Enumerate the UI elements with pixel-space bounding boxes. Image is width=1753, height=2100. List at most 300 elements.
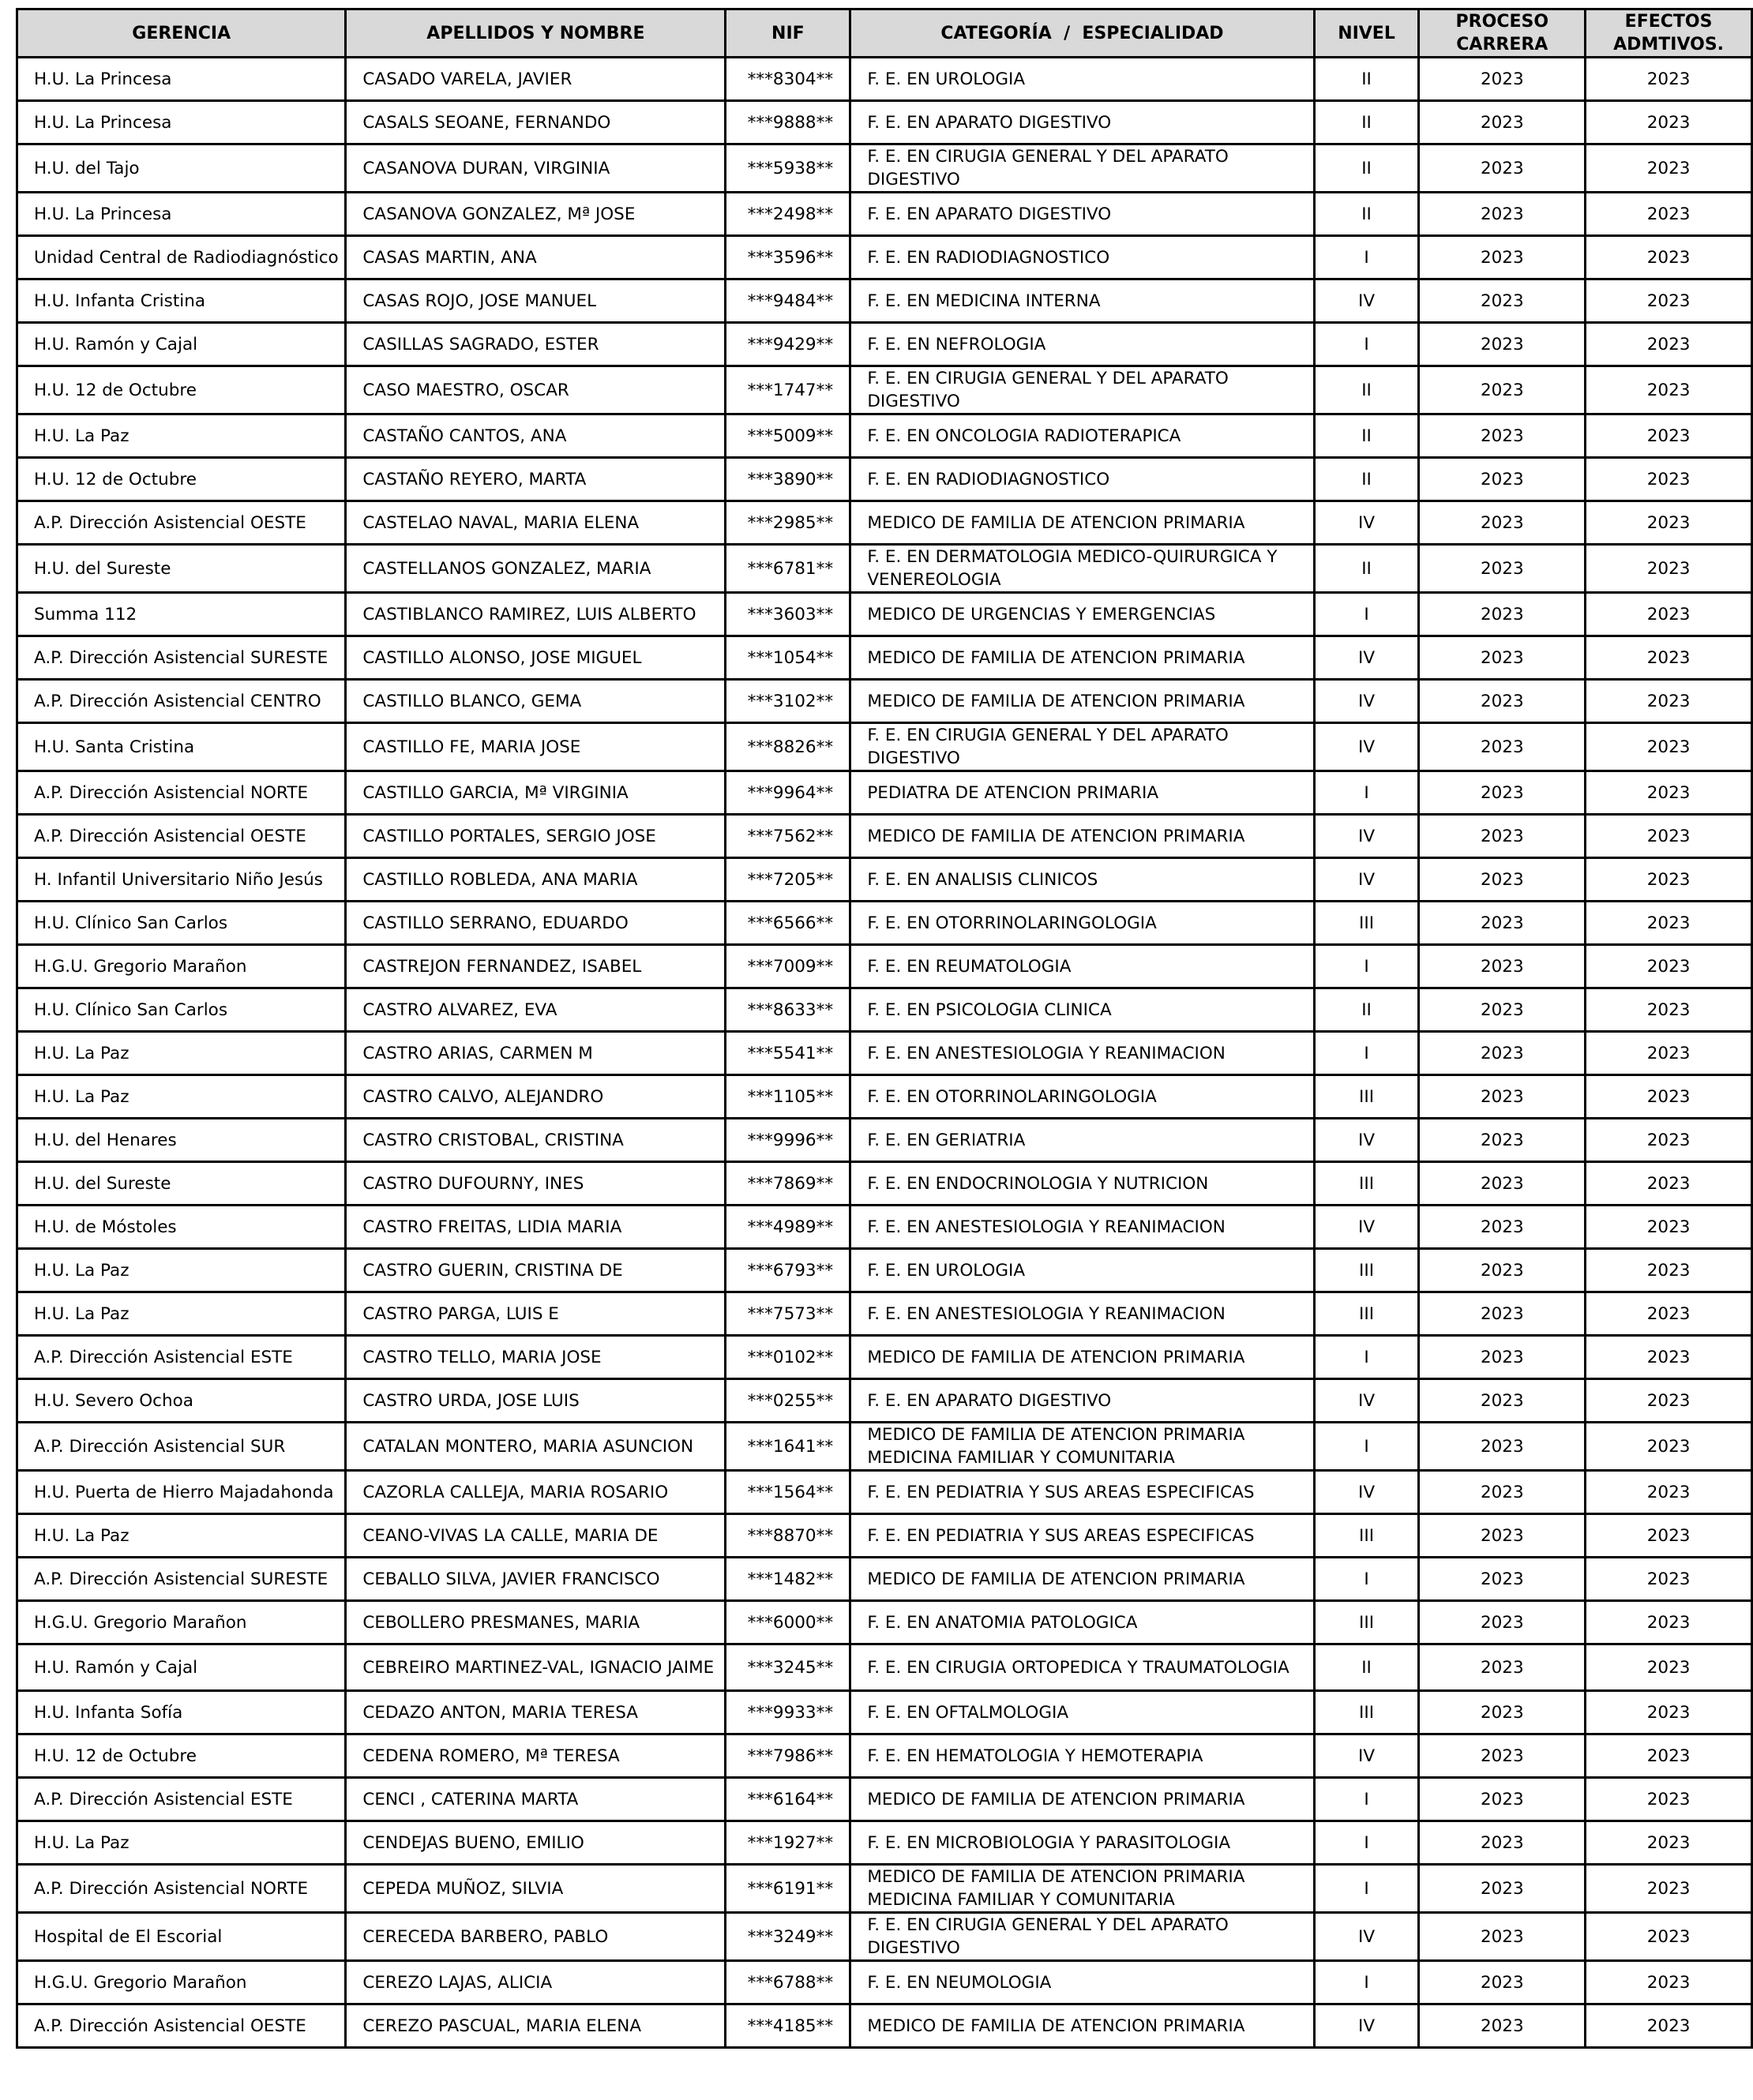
cell-nombre: CEANO-VIVAS LA CALLE, MARIA DE xyxy=(346,1514,726,1558)
categoria-text: MEDICO DE FAMILIA DE ATENCION PRIMARIA MEDICINA FAMILIAR Y COMUNITARIA xyxy=(867,1867,1245,1910)
cell-nivel: I xyxy=(1314,1032,1419,1075)
cell-efectos: 2023 xyxy=(1586,636,1752,680)
cell-categoria xyxy=(850,501,1314,545)
col-header-efectos: EFECTOS ADMTIVOS. xyxy=(1586,9,1752,58)
cell-categoria xyxy=(850,680,1314,723)
cell-efectos: 2023 xyxy=(1586,1558,1752,1601)
cell-proceso: 2023 xyxy=(1419,593,1586,636)
cell-nombre: CASTILLO PORTALES, SERGIO JOSE xyxy=(346,815,726,858)
categoria-text: F. E. EN UROLOGIA xyxy=(867,1260,1026,1281)
cell-categoria xyxy=(850,1336,1314,1379)
cell-nif: ***6191** xyxy=(726,1865,850,1913)
cell-categoria xyxy=(850,1778,1314,1821)
cell-proceso: 2023 xyxy=(1419,323,1586,366)
categoria-text: MEDICO DE FAMILIA DE ATENCION PRIMARIA xyxy=(867,691,1245,711)
cell-nif: ***7869** xyxy=(726,1162,850,1206)
cell-gerencia: H.U. Santa Cristina xyxy=(17,723,346,771)
cell-nombre: CASALS SEOANE, FERNANDO xyxy=(346,101,726,144)
cell-gerencia: H.U. 12 de Octubre xyxy=(17,366,346,414)
cell-categoria xyxy=(850,58,1314,101)
cell-gerencia: H.U. La Princesa xyxy=(17,101,346,144)
cell-categoria xyxy=(850,101,1314,144)
categoria-text: F. E. EN ANATOMIA PATOLOGICA xyxy=(867,1612,1138,1633)
cell-efectos: 2023 xyxy=(1586,501,1752,545)
cell-nivel: II xyxy=(1314,366,1419,414)
cell-nombre: CASTAÑO CANTOS, ANA xyxy=(346,414,726,458)
cell-efectos: 2023 xyxy=(1586,1865,1752,1913)
cell-efectos: 2023 xyxy=(1586,1734,1752,1778)
cell-nombre: CEBOLLERO PRESMANES, MARIA xyxy=(346,1601,726,1644)
cell-categoria xyxy=(850,279,1314,323)
cell-nombre: CASTRO ARIAS, CARMEN M xyxy=(346,1032,726,1075)
cell-efectos: 2023 xyxy=(1586,545,1752,593)
categoria-text: F. E. EN REUMATOLOGIA xyxy=(867,956,1072,977)
cell-nif: ***3245** xyxy=(726,1644,850,1691)
cell-gerencia: H. Infantil Universitario Niño Jesús xyxy=(17,858,346,902)
cell-nivel: II xyxy=(1314,988,1419,1032)
cell-efectos: 2023 xyxy=(1586,1601,1752,1644)
categoria-text: MEDICO DE FAMILIA DE ATENCION PRIMARIA xyxy=(867,1347,1245,1367)
cell-categoria xyxy=(850,1514,1314,1558)
categoria-text: F. E. EN CIRUGIA GENERAL Y DEL APARATO DIGESTIVO xyxy=(867,147,1229,189)
cell-nivel: II xyxy=(1314,193,1419,236)
table-row xyxy=(17,1032,1752,1075)
cell-proceso: 2023 xyxy=(1419,636,1586,680)
cell-nif: ***8304** xyxy=(726,58,850,101)
categoria-text: F. E. EN CIRUGIA GENERAL Y DEL APARATO DIGESTIVO xyxy=(867,726,1229,768)
cell-categoria xyxy=(850,1471,1314,1514)
cell-proceso: 2023 xyxy=(1419,545,1586,593)
cell-nombre: CASTRO TELLO, MARIA JOSE xyxy=(346,1336,726,1379)
cell-proceso: 2023 xyxy=(1419,101,1586,144)
cell-nif: ***3890** xyxy=(726,458,850,501)
cell-efectos: 2023 xyxy=(1586,815,1752,858)
cell-categoria xyxy=(850,1558,1314,1601)
table-row xyxy=(17,101,1752,144)
cell-nif: ***7562** xyxy=(726,815,850,858)
cell-efectos: 2023 xyxy=(1586,101,1752,144)
cell-categoria xyxy=(850,988,1314,1032)
cell-gerencia: H.U. del Henares xyxy=(17,1119,346,1162)
categoria-text: F. E. EN ONCOLOGIA RADIOTERAPICA xyxy=(867,426,1181,446)
table-row xyxy=(17,945,1752,988)
cell-nif: ***9933** xyxy=(726,1691,850,1734)
cell-gerencia: H.U. de Móstoles xyxy=(17,1206,346,1249)
table-row xyxy=(17,1379,1752,1423)
cell-nombre: CASADO VARELA, JAVIER xyxy=(346,58,726,101)
cell-nif: ***5541** xyxy=(726,1032,850,1075)
cell-proceso: 2023 xyxy=(1419,1821,1586,1865)
cell-nombre: CASTRO URDA, JOSE LUIS xyxy=(346,1379,726,1423)
cell-categoria xyxy=(850,858,1314,902)
cell-gerencia: H.U. del Sureste xyxy=(17,545,346,593)
cell-proceso: 2023 xyxy=(1419,1691,1586,1734)
cell-efectos: 2023 xyxy=(1586,193,1752,236)
cell-gerencia: A.P. Dirección Asistencial SURESTE xyxy=(17,636,346,680)
cell-nivel: III xyxy=(1314,1514,1419,1558)
cell-gerencia: H.U. del Sureste xyxy=(17,1162,346,1206)
personnel-table xyxy=(16,8,1753,2049)
cell-nif: ***4989** xyxy=(726,1206,850,1249)
cell-nif: ***1747** xyxy=(726,366,850,414)
categoria-text: F. E. EN ANESTESIOLOGIA Y REANIMACION xyxy=(867,1303,1226,1324)
cell-nombre: CENDEJAS BUENO, EMILIO xyxy=(346,1821,726,1865)
cell-nif: ***9429** xyxy=(726,323,850,366)
cell-nif: ***3603** xyxy=(726,593,850,636)
cell-nombre: CASTRO CALVO, ALEJANDRO xyxy=(346,1075,726,1119)
cell-efectos: 2023 xyxy=(1586,236,1752,279)
categoria-text: F. E. EN ANESTESIOLOGIA Y REANIMACION xyxy=(867,1217,1226,1237)
cell-categoria xyxy=(850,1821,1314,1865)
table-row xyxy=(17,1558,1752,1601)
cell-proceso: 2023 xyxy=(1419,1379,1586,1423)
cell-categoria xyxy=(850,1691,1314,1734)
table-row xyxy=(17,193,1752,236)
cell-nivel: IV xyxy=(1314,279,1419,323)
cell-categoria xyxy=(850,1292,1314,1336)
cell-gerencia: H.U. Ramón y Cajal xyxy=(17,323,346,366)
cell-nif: ***5009** xyxy=(726,414,850,458)
cell-gerencia: H.U. La Paz xyxy=(17,1075,346,1119)
cell-nif: ***3249** xyxy=(726,1913,850,1961)
cell-nivel: IV xyxy=(1314,723,1419,771)
table-row xyxy=(17,501,1752,545)
cell-nif: ***6566** xyxy=(726,902,850,945)
cell-proceso: 2023 xyxy=(1419,1644,1586,1691)
categoria-text: F. E. EN NEFROLOGIA xyxy=(867,334,1046,354)
cell-nombre: CASTIBLANCO RAMIREZ, LUIS ALBERTO xyxy=(346,593,726,636)
cell-nombre: CASTRO GUERIN, CRISTINA DE xyxy=(346,1249,726,1292)
categoria-text: MEDICO DE URGENCIAS Y EMERGENCIAS xyxy=(867,604,1216,624)
table-row xyxy=(17,1162,1752,1206)
cell-nombre: CASANOVA GONZALEZ, Mª JOSE xyxy=(346,193,726,236)
categoria-text: F. E. EN CIRUGIA GENERAL Y DEL APARATO DIGESTIVO xyxy=(867,369,1229,411)
cell-nombre: CASTELLANOS GONZALEZ, MARIA xyxy=(346,545,726,593)
cell-nombre: CEPEDA MUÑOZ, SILVIA xyxy=(346,1865,726,1913)
cell-proceso: 2023 xyxy=(1419,1162,1586,1206)
table-row xyxy=(17,1336,1752,1379)
table-row xyxy=(17,1471,1752,1514)
cell-proceso: 2023 xyxy=(1419,236,1586,279)
cell-gerencia: H.U. La Paz xyxy=(17,1032,346,1075)
cell-gerencia: A.P. Dirección Asistencial ESTE xyxy=(17,1336,346,1379)
cell-proceso: 2023 xyxy=(1419,279,1586,323)
cell-categoria xyxy=(850,945,1314,988)
cell-nombre: CASILLAS SAGRADO, ESTER xyxy=(346,323,726,366)
table-row xyxy=(17,723,1752,771)
table-row xyxy=(17,680,1752,723)
cell-categoria xyxy=(850,815,1314,858)
cell-nif: ***0102** xyxy=(726,1336,850,1379)
cell-efectos: 2023 xyxy=(1586,1206,1752,1249)
cell-proceso: 2023 xyxy=(1419,1865,1586,1913)
cell-proceso: 2023 xyxy=(1419,1423,1586,1471)
col-header-categoria: CATEGORÍA / ESPECIALIDAD xyxy=(850,9,1314,58)
cell-gerencia: H.G.U. Gregorio Marañon xyxy=(17,945,346,988)
categoria-text: F. E. EN CIRUGIA GENERAL Y DEL APARATO DIGESTIVO xyxy=(867,1915,1229,1958)
cell-nivel: II xyxy=(1314,1644,1419,1691)
cell-proceso: 2023 xyxy=(1419,1336,1586,1379)
cell-gerencia: H.U. Clínico San Carlos xyxy=(17,902,346,945)
table-row xyxy=(17,1961,1752,2004)
cell-categoria xyxy=(850,902,1314,945)
cell-nivel: I xyxy=(1314,1336,1419,1379)
cell-efectos: 2023 xyxy=(1586,1292,1752,1336)
cell-gerencia: A.P. Dirección Asistencial NORTE xyxy=(17,1865,346,1913)
cell-efectos: 2023 xyxy=(1586,1961,1752,2004)
cell-categoria xyxy=(850,1644,1314,1691)
cell-categoria xyxy=(850,1032,1314,1075)
table-row xyxy=(17,1778,1752,1821)
col-header-nombre: APELLIDOS Y NOMBRE xyxy=(346,9,726,58)
cell-proceso: 2023 xyxy=(1419,1292,1586,1336)
cell-nivel: I xyxy=(1314,771,1419,815)
cell-efectos: 2023 xyxy=(1586,1423,1752,1471)
cell-nombre: CASAS MARTIN, ANA xyxy=(346,236,726,279)
cell-nombre: CEBALLO SILVA, JAVIER FRANCISCO xyxy=(346,1558,726,1601)
cell-nif: ***2985** xyxy=(726,501,850,545)
cell-nivel: I xyxy=(1314,945,1419,988)
categoria-text: F. E. EN NEUMOLOGIA xyxy=(867,1972,1052,1993)
cell-nif: ***1482** xyxy=(726,1558,850,1601)
cell-nif: ***0255** xyxy=(726,1379,850,1423)
cell-nif: ***8826** xyxy=(726,723,850,771)
cell-efectos: 2023 xyxy=(1586,1471,1752,1514)
cell-nivel: II xyxy=(1314,101,1419,144)
cell-nif: ***6781** xyxy=(726,545,850,593)
cell-proceso: 2023 xyxy=(1419,193,1586,236)
cell-nivel: II xyxy=(1314,58,1419,101)
cell-nivel: II xyxy=(1314,144,1419,193)
cell-nivel: IV xyxy=(1314,815,1419,858)
categoria-text: F. E. EN DERMATOLOGIA MEDICO-QUIRURGICA Y VENEREOLOGIA xyxy=(867,547,1278,590)
cell-proceso: 2023 xyxy=(1419,501,1586,545)
cell-nif: ***6000** xyxy=(726,1601,850,1644)
cell-efectos: 2023 xyxy=(1586,858,1752,902)
categoria-text: F. E. EN ANESTESIOLOGIA Y REANIMACION xyxy=(867,1043,1226,1063)
cell-categoria xyxy=(850,545,1314,593)
table-row xyxy=(17,279,1752,323)
cell-nivel: IV xyxy=(1314,2004,1419,2048)
cell-nif: ***9996** xyxy=(726,1119,850,1162)
cell-categoria xyxy=(850,1601,1314,1644)
cell-nivel: I xyxy=(1314,236,1419,279)
cell-proceso: 2023 xyxy=(1419,144,1586,193)
cell-nif: ***1927** xyxy=(726,1821,850,1865)
cell-nombre: CASTILLO ROBLEDA, ANA MARIA xyxy=(346,858,726,902)
cell-efectos: 2023 xyxy=(1586,1162,1752,1206)
cell-gerencia: A.P. Dirección Asistencial ESTE xyxy=(17,1778,346,1821)
cell-efectos: 2023 xyxy=(1586,1379,1752,1423)
cell-nivel: IV xyxy=(1314,680,1419,723)
cell-efectos: 2023 xyxy=(1586,1032,1752,1075)
cell-proceso: 2023 xyxy=(1419,815,1586,858)
cell-nombre: CASTRO CRISTOBAL, CRISTINA xyxy=(346,1119,726,1162)
cell-efectos: 2023 xyxy=(1586,1644,1752,1691)
cell-gerencia: H.U. La Paz xyxy=(17,414,346,458)
cell-gerencia: H.U. Clínico San Carlos xyxy=(17,988,346,1032)
cell-categoria xyxy=(850,2004,1314,2048)
categoria-text: F. E. EN OTORRINOLARINGOLOGIA xyxy=(867,1086,1157,1107)
table-row xyxy=(17,323,1752,366)
cell-nivel: IV xyxy=(1314,1119,1419,1162)
cell-gerencia: H.U. La Paz xyxy=(17,1821,346,1865)
cell-efectos: 2023 xyxy=(1586,1249,1752,1292)
cell-efectos: 2023 xyxy=(1586,902,1752,945)
table-row xyxy=(17,236,1752,279)
table-row xyxy=(17,2004,1752,2048)
cell-proceso: 2023 xyxy=(1419,414,1586,458)
cell-nivel: IV xyxy=(1314,1734,1419,1778)
cell-categoria xyxy=(850,144,1314,193)
cell-nif: ***2498** xyxy=(726,193,850,236)
cell-efectos: 2023 xyxy=(1586,945,1752,988)
table-row xyxy=(17,902,1752,945)
cell-gerencia: A.P. Dirección Asistencial SURESTE xyxy=(17,1558,346,1601)
categoria-text: PEDIATRA DE ATENCION PRIMARIA xyxy=(867,782,1159,803)
cell-categoria xyxy=(850,1119,1314,1162)
cell-gerencia: H.U. La Paz xyxy=(17,1292,346,1336)
categoria-text: MEDICO DE FAMILIA DE ATENCION PRIMARIA MEDICINA FAMILIAR Y COMUNITARIA xyxy=(867,1425,1245,1468)
categoria-text: F. E. EN MEDICINA INTERNA xyxy=(867,291,1101,311)
cell-nif: ***9888** xyxy=(726,101,850,144)
cell-nivel: I xyxy=(1314,593,1419,636)
table-row xyxy=(17,1206,1752,1249)
cell-nivel: I xyxy=(1314,1558,1419,1601)
cell-categoria xyxy=(850,1913,1314,1961)
table-row xyxy=(17,1865,1752,1913)
cell-categoria xyxy=(850,458,1314,501)
cell-nombre: CEDENA ROMERO, Mª TERESA xyxy=(346,1734,726,1778)
cell-gerencia: A.P. Dirección Asistencial OESTE xyxy=(17,815,346,858)
cell-gerencia: H.U. del Tajo xyxy=(17,144,346,193)
table-row xyxy=(17,815,1752,858)
cell-nombre: CERECEDA BARBERO, PABLO xyxy=(346,1913,726,1961)
table-row xyxy=(17,458,1752,501)
cell-nivel: III xyxy=(1314,1162,1419,1206)
categoria-text: F. E. EN HEMATOLOGIA Y HEMOTERAPIA xyxy=(867,1746,1203,1766)
cell-nif: ***1564** xyxy=(726,1471,850,1514)
col-header-nivel: NIVEL xyxy=(1314,9,1419,58)
cell-proceso: 2023 xyxy=(1419,1558,1586,1601)
cell-proceso: 2023 xyxy=(1419,458,1586,501)
table-row xyxy=(17,1913,1752,1961)
cell-nivel: II xyxy=(1314,545,1419,593)
table-row xyxy=(17,366,1752,414)
cell-efectos: 2023 xyxy=(1586,680,1752,723)
cell-proceso: 2023 xyxy=(1419,1601,1586,1644)
categoria-text: MEDICO DE FAMILIA DE ATENCION PRIMARIA xyxy=(867,1569,1245,1589)
cell-efectos: 2023 xyxy=(1586,723,1752,771)
cell-categoria xyxy=(850,1423,1314,1471)
cell-nif: ***1054** xyxy=(726,636,850,680)
cell-proceso: 2023 xyxy=(1419,723,1586,771)
cell-efectos: 2023 xyxy=(1586,1336,1752,1379)
table-row xyxy=(17,1601,1752,1644)
cell-nivel: III xyxy=(1314,1601,1419,1644)
cell-efectos: 2023 xyxy=(1586,1691,1752,1734)
cell-proceso: 2023 xyxy=(1419,1913,1586,1961)
cell-nombre: CASTELAO NAVAL, MARIA ELENA xyxy=(346,501,726,545)
cell-categoria xyxy=(850,1249,1314,1292)
cell-nombre: CASTAÑO REYERO, MARTA xyxy=(346,458,726,501)
cell-nivel: IV xyxy=(1314,501,1419,545)
cell-nif: ***3596** xyxy=(726,236,850,279)
cell-gerencia: A.P. Dirección Asistencial NORTE xyxy=(17,771,346,815)
cell-nombre: CASAS ROJO, JOSE MANUEL xyxy=(346,279,726,323)
cell-categoria xyxy=(850,1734,1314,1778)
cell-gerencia: H.U. La Princesa xyxy=(17,193,346,236)
col-header-nif: NIF xyxy=(726,9,850,58)
cell-proceso: 2023 xyxy=(1419,58,1586,101)
cell-efectos: 2023 xyxy=(1586,1514,1752,1558)
cell-nivel: IV xyxy=(1314,1913,1419,1961)
cell-nivel: III xyxy=(1314,902,1419,945)
cell-nivel: IV xyxy=(1314,1471,1419,1514)
cell-efectos: 2023 xyxy=(1586,1913,1752,1961)
cell-proceso: 2023 xyxy=(1419,680,1586,723)
categoria-text: F. E. EN PSICOLOGIA CLINICA xyxy=(867,999,1112,1020)
cell-proceso: 2023 xyxy=(1419,945,1586,988)
cell-nif: ***1641** xyxy=(726,1423,850,1471)
cell-nif: ***7205** xyxy=(726,858,850,902)
cell-categoria xyxy=(850,593,1314,636)
cell-nivel: III xyxy=(1314,1691,1419,1734)
cell-gerencia: H.U. 12 de Octubre xyxy=(17,1734,346,1778)
cell-nombre: CASTRO FREITAS, LIDIA MARIA xyxy=(346,1206,726,1249)
categoria-text: F. E. EN PEDIATRIA Y SUS AREAS ESPECIFICAS xyxy=(867,1525,1255,1546)
categoria-text: MEDICO DE FAMILIA DE ATENCION PRIMARIA xyxy=(867,512,1245,533)
cell-efectos: 2023 xyxy=(1586,1821,1752,1865)
cell-categoria xyxy=(850,1162,1314,1206)
categoria-text: F. E. EN PEDIATRIA Y SUS AREAS ESPECIFICAS xyxy=(867,1482,1255,1502)
cell-nombre: CASTREJON FERNANDEZ, ISABEL xyxy=(346,945,726,988)
cell-nivel: I xyxy=(1314,1961,1419,2004)
cell-proceso: 2023 xyxy=(1419,1734,1586,1778)
table-row xyxy=(17,1691,1752,1734)
col-header-proceso: PROCESO CARRERA xyxy=(1419,9,1586,58)
table-row xyxy=(17,1075,1752,1119)
cell-nif: ***6793** xyxy=(726,1249,850,1292)
cell-nif: ***6164** xyxy=(726,1778,850,1821)
cell-nivel: I xyxy=(1314,1821,1419,1865)
cell-gerencia: H.U. La Paz xyxy=(17,1514,346,1558)
cell-efectos: 2023 xyxy=(1586,279,1752,323)
cell-efectos: 2023 xyxy=(1586,414,1752,458)
cell-categoria xyxy=(850,1379,1314,1423)
cell-nif: ***7009** xyxy=(726,945,850,988)
cell-efectos: 2023 xyxy=(1586,771,1752,815)
cell-nif: ***8633** xyxy=(726,988,850,1032)
cell-proceso: 2023 xyxy=(1419,902,1586,945)
cell-nombre: CASTILLO SERRANO, EDUARDO xyxy=(346,902,726,945)
categoria-text: F. E. EN OTORRINOLARINGOLOGIA xyxy=(867,913,1157,933)
cell-nivel: IV xyxy=(1314,636,1419,680)
cell-nivel: IV xyxy=(1314,858,1419,902)
cell-nivel: I xyxy=(1314,1865,1419,1913)
cell-efectos: 2023 xyxy=(1586,988,1752,1032)
categoria-text: MEDICO DE FAMILIA DE ATENCION PRIMARIA xyxy=(867,647,1245,668)
categoria-text: F. E. EN RADIODIAGNOSTICO xyxy=(867,247,1110,268)
cell-efectos: 2023 xyxy=(1586,1119,1752,1162)
cell-nif: ***6788** xyxy=(726,1961,850,2004)
table-row xyxy=(17,1734,1752,1778)
cell-nombre: CASO MAESTRO, OSCAR xyxy=(346,366,726,414)
cell-nivel: II xyxy=(1314,458,1419,501)
table-row xyxy=(17,636,1752,680)
cell-nombre: CASTILLO BLANCO, GEMA xyxy=(346,680,726,723)
categoria-text: MEDICO DE FAMILIA DE ATENCION PRIMARIA xyxy=(867,2016,1245,2036)
